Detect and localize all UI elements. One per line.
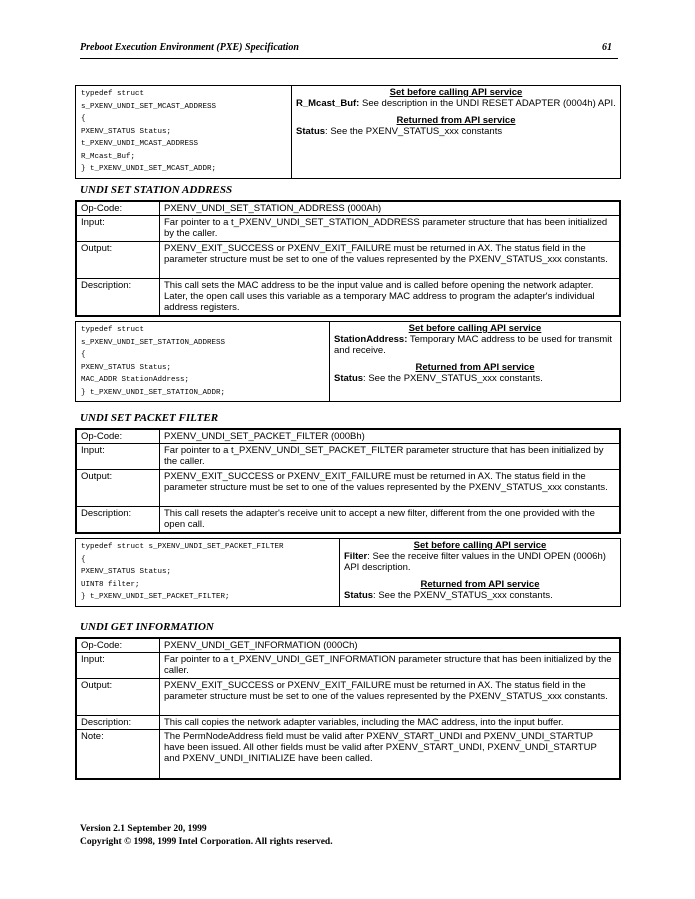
station-param-2: Status: See the PXENV_STATUS_xxx constants. — [334, 373, 543, 384]
mcast-struct-table — [75, 85, 621, 179]
mcast-param-2: Status: See the PXENV_STATUS_xxx constants — [296, 126, 503, 137]
document-title: Preboot Execution Environment (PXE) Specification — [80, 42, 299, 53]
table-row — [76, 201, 620, 216]
row-label: Op-Code: — [76, 201, 160, 216]
row-text: PXENV_EXIT_SUCCESS or PXENV_EXIT_FAILURE must be returned in AX. The status field in the parameter structure must be set to one of the values represented by the PXENV_STATUS_xxx constants. — [160, 679, 621, 716]
table-row — [76, 730, 620, 779]
table-row — [76, 638, 620, 653]
table-row — [76, 470, 620, 507]
table-row — [76, 242, 620, 279]
table-row — [76, 429, 620, 444]
filter-param-2: Status: See the PXENV_STATUS_xxx constants. — [344, 590, 553, 601]
row-label: Op-Code: — [76, 429, 160, 444]
row-text: PXENV_EXIT_SUCCESS or PXENV_EXIT_FAILURE must be returned in AX. The status field in the parameter structure must be set to one of the values represented by the PXENV_STATUS_xxx constants. — [160, 242, 621, 279]
mcast-set-before-heading: Set before calling API service — [389, 87, 523, 98]
row-label: Input: — [76, 216, 160, 242]
row-label: Description: — [76, 507, 160, 533]
mcast-params — [292, 86, 621, 179]
row-label: Output: — [76, 470, 160, 507]
filter-struct-code: typedef struct s_PXENV_UNDI_SET_PACKET_FILTER { PXENV_STATUS Status; UINT8 filter; } t_PXENV_UNDI_SET_PACKET_FILTER; — [76, 539, 340, 607]
filter-set-before-heading: Set before calling API service — [413, 540, 547, 551]
page-number: 61 — [602, 42, 612, 53]
table-row — [76, 716, 620, 730]
row-label: Note: — [76, 730, 160, 779]
section-heading-filter: UNDI SET PACKET FILTER — [80, 412, 219, 424]
filter-info-table — [75, 428, 621, 534]
page-header — [80, 40, 618, 59]
row-label: Description: — [76, 716, 160, 730]
station-set-before-heading: Set before calling API service — [408, 323, 542, 334]
row-text: This call sets the MAC address to be the input value and is called before opening the network adapter. Later, the open call uses this variable as a temporary MAC address to program the adapter's individual address registers. — [160, 279, 621, 316]
table-row — [76, 507, 620, 533]
row-text: PXENV_UNDI_GET_INFORMATION (000Ch) — [160, 638, 621, 653]
row-label: Description: — [76, 279, 160, 316]
row-label: Input: — [76, 653, 160, 679]
row-label: Op-Code: — [76, 638, 160, 653]
table-row — [76, 653, 620, 679]
station-struct-table — [75, 321, 621, 402]
station-struct-code: typedef struct s_PXENV_UNDI_SET_STATION_ADDRESS { PXENV_STATUS Status; MAC_ADDR StationAddress; } t_PXENV_UNDI_SET_STATION_ADDR; — [76, 322, 330, 402]
table-row — [76, 216, 620, 242]
row-text: This call resets the adapter's receive unit to accept a new filter, different from the one provided with the open call. — [160, 507, 621, 533]
filter-returned-heading: Returned from API service — [420, 579, 540, 590]
filter-param-1: Filter: See the receive filter values in the UNDI OPEN (0006h) API description. — [344, 551, 606, 573]
section-heading-info: UNDI GET INFORMATION — [80, 621, 214, 633]
mcast-returned-heading: Returned from API service — [396, 115, 516, 126]
row-text: Far pointer to a t_PXENV_UNDI_SET_STATION_ADDRESS parameter structure that has been initialized by the caller. — [160, 216, 621, 242]
table-row — [76, 679, 620, 716]
row-text: Far pointer to a t_PXENV_UNDI_SET_PACKET_FILTER parameter structure that has been initialized by the caller. — [160, 444, 621, 470]
filter-struct-table — [75, 538, 621, 607]
filter-params — [340, 539, 621, 607]
row-text: PXENV_UNDI_SET_STATION_ADDRESS (000Ah) — [160, 201, 621, 216]
table-row — [76, 279, 620, 316]
station-param-1: StationAddress: Temporary MAC address to be used for transmit and receive. — [334, 334, 613, 356]
info-table — [75, 637, 621, 780]
mcast-struct-code: typedef struct s_PXENV_UNDI_SET_MCAST_ADDRESS { PXENV_STATUS Status; t_PXENV_UNDI_MCAST_ADDRESS R_Mcast_Buf; } t_PXENV_UNDI_SET_MCAST_ADDR; — [76, 86, 292, 179]
station-params — [330, 322, 621, 402]
footer-copyright: Copyright © 1998, 1999 Intel Corporation. All rights reserved. — [80, 837, 333, 847]
mcast-param-1: R_Mcast_Buf: See description in the UNDI RESET ADAPTER (0004h) API. — [296, 98, 616, 109]
row-text: The PermNodeAddress field must be valid after PXENV_START_UNDI and PXENV_UNDI_STARTUP have been issued. All other fields must be valid after PXENV_START_UNDI, PXENV_UNDI_STARTUP and PXENV_UNDI_INITIALIZE have been called. — [160, 730, 621, 779]
row-text: PXENV_UNDI_SET_PACKET_FILTER (000Bh) — [160, 429, 621, 444]
row-label: Output: — [76, 242, 160, 279]
footer-version: Version 2.1 September 20, 1999 — [80, 824, 207, 834]
section-heading-station: UNDI SET STATION ADDRESS — [80, 184, 233, 196]
row-label: Input: — [76, 444, 160, 470]
row-text: PXENV_EXIT_SUCCESS or PXENV_EXIT_FAILURE must be returned in AX. The status field in the parameter structure must be set to one of the values represented by the PXENV_STATUS_xxx constants. — [160, 470, 621, 507]
row-label: Output: — [76, 679, 160, 716]
table-row — [76, 444, 620, 470]
station-info-table — [75, 200, 621, 317]
row-text: Far pointer to a t_PXENV_UNDI_GET_INFORMATION parameter structure that has been initialized by the caller. — [160, 653, 621, 679]
row-text: This call copies the network adapter variables, including the MAC address, into the input buffer. — [160, 716, 621, 730]
station-returned-heading: Returned from API service — [415, 362, 535, 373]
